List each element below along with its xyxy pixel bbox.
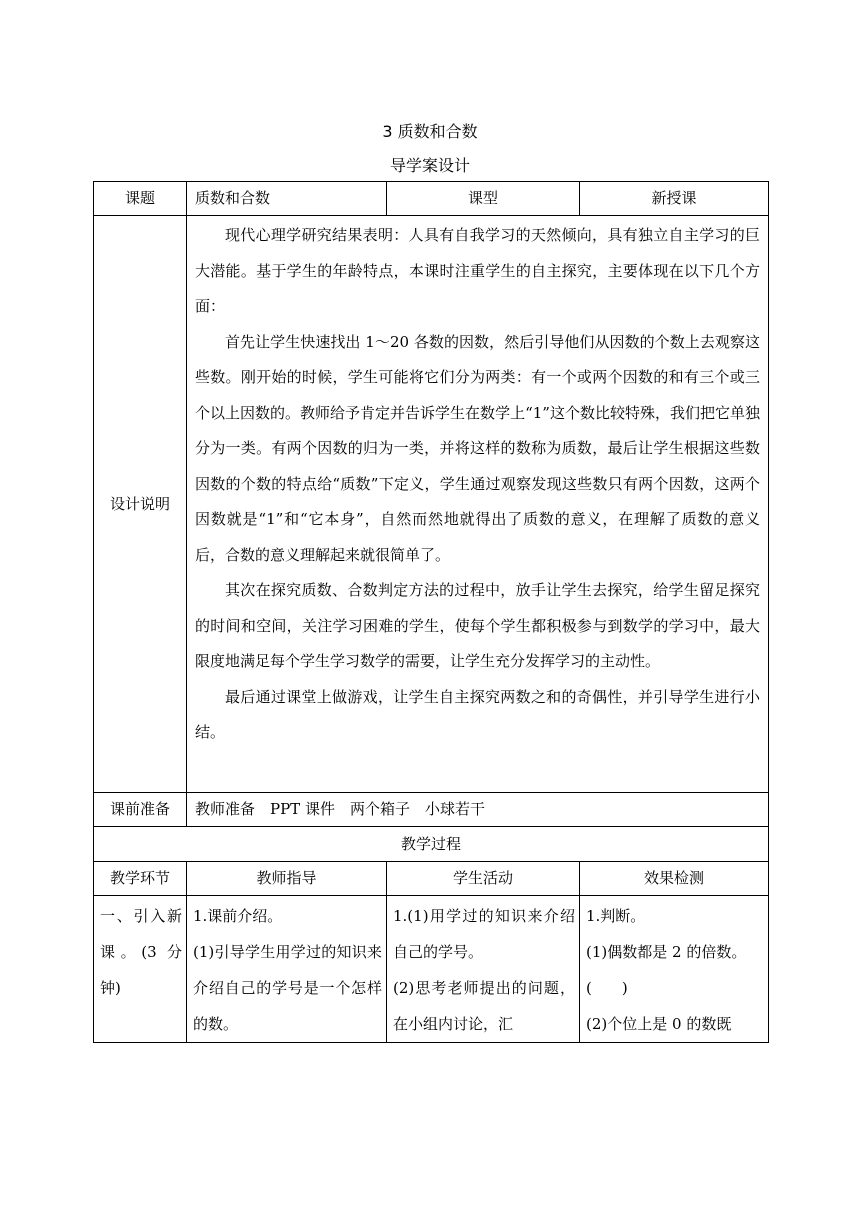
teacher-cell xyxy=(187,896,387,1043)
process-row-intro xyxy=(94,896,769,1043)
check-line-3: (2)个位上是 0 的数既 xyxy=(586,1015,732,1033)
teacher-line-1: 1.课前介绍。 xyxy=(193,907,283,925)
design-paragraph-4: 最后通过课堂上做游戏，让学生自主探究两数之和的奇偶性，并引导学生进行小结。 xyxy=(195,687,760,741)
check-line-2: (1)偶数都是 2 的倍数。( ) xyxy=(586,943,747,997)
prep-row xyxy=(94,793,769,827)
topic-label: 课题 xyxy=(94,182,187,216)
prep-label: 课前准备 xyxy=(94,793,187,827)
process-title-row xyxy=(94,827,769,862)
stage-text: 一、引入新课。(3 分钟) xyxy=(100,907,182,997)
process-header-row xyxy=(94,862,769,896)
header-teacher: 教师指导 xyxy=(187,862,387,896)
header-check: 效果检测 xyxy=(580,862,769,896)
design-label: 设计说明 xyxy=(94,216,187,793)
lesson-type-label: 课型 xyxy=(387,182,580,216)
stage-cell xyxy=(94,896,187,1043)
check-cell xyxy=(580,896,769,1043)
header-stage: 教学环节 xyxy=(94,862,187,896)
student-line-1: 1.(1)用学过的知识来介绍自己的学号。 xyxy=(393,907,575,961)
process-title: 教学过程 xyxy=(94,827,769,862)
design-row xyxy=(94,216,769,793)
design-paragraph-3: 其次在探究质数、合数判定方法的过程中，放手让学生去探究，给学生留足探究的时间和空间，关注学习困难的学生，使每个学生都积极参与到数学的学习中，最大限度地满足每个学生学习数学的需要，让学生充分发挥学习的主动性。 xyxy=(195,581,760,670)
topic-value: 质数和合数 xyxy=(187,182,387,216)
lesson-plan-table xyxy=(93,181,769,1043)
teacher-line-2: (1)引导学生用学过的知识来介绍自己的学号是一个怎样的数。 xyxy=(193,943,382,1033)
prep-value: 教师准备 PPT 课件 两个箱子 小球若干 xyxy=(187,793,769,827)
document-subtitle: 导学案设计 xyxy=(389,156,470,175)
design-paragraph-2: 首先让学生快速找出 1～20 各数的因数，然后引导他们从因数的个数上去观察这些数。刚开始的时候，学生可能将它们分为两类：有一个或两个因数的和有三个或三个以上因数的。教师给予肯定并告诉学生在数学上“1”这个数比较特殊，我们把它单独分为一类。有两个因数的归为一类，并将这样的数称为质数，最后让学生根据这些数因数的个数的特点给“质数”下定义，学生通过观察发现这些数只有两个因数，这两个因数就是“1”和“它本身”，自然而然地就得出了质数的意义，在理解了质数的意义后，合数的意义理解起来就很简单了。 xyxy=(195,332,760,564)
topic-row xyxy=(94,182,769,216)
design-description xyxy=(187,216,769,793)
student-cell xyxy=(387,896,580,1043)
header-student: 学生活动 xyxy=(387,862,580,896)
check-line-1: 1.判断。 xyxy=(586,907,646,925)
document-title: 3 质数和合数 xyxy=(382,122,478,141)
student-line-2: (2)思考老师提出的问题，在小组内讨论，汇 xyxy=(393,979,575,1033)
lesson-type-value: 新授课 xyxy=(580,182,769,216)
design-paragraph-1: 现代心理学研究结果表明：人具有自我学习的天然倾向，具有独立自主学习的巨大潜能。基于学生的年龄特点，本课时注重学生的自主探究，主要体现在以下几个方面： xyxy=(195,226,760,315)
